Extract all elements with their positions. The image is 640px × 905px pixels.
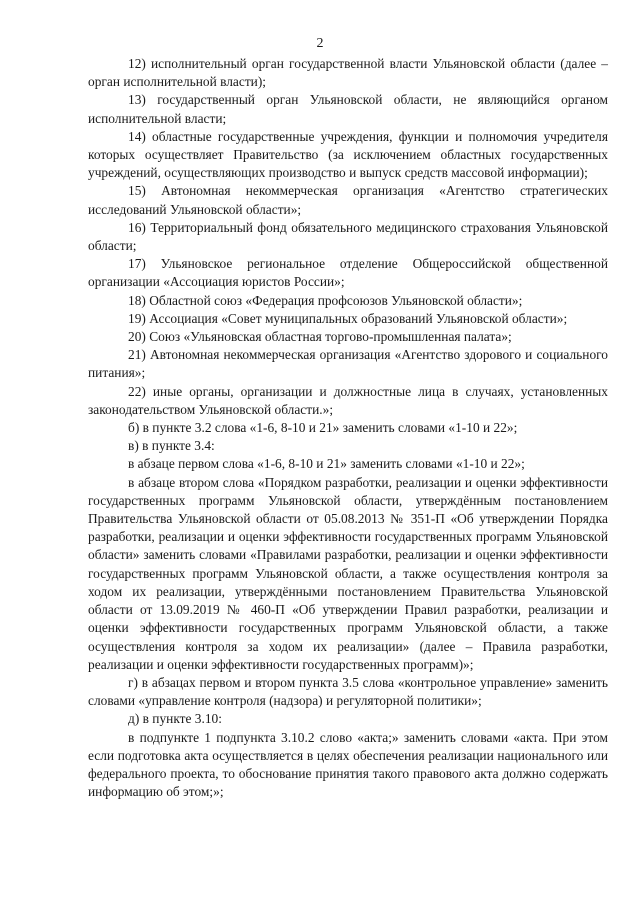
amendment-d: д) в пункте 3.10: xyxy=(128,711,222,727)
paragraph-item-17: 17) Ульяновское региональное отделение Общероссийской общественной организации «Ассоциация юристов России»; xyxy=(88,256,608,290)
paragraph-item-21: 21) Автономная некоммерческая организация «Агентство здорового и социального питания»; xyxy=(88,347,608,381)
paragraph-item-18: 18) Областной союз «Федерация профсоюзов Ульяновской области»; xyxy=(128,292,523,308)
paragraph-item-12: 12) исполнительный орган государственной власти Ульяновской области (далее – орган исполнительной власти); xyxy=(88,56,608,90)
paragraph-item-19: 19) Ассоциация «Совет муниципальных образований Ульяновской области»; xyxy=(128,310,568,326)
amendment-g: г) в абзацах первом и втором пункта 3.5 слова «контрольное управление» заменить словами «управление контроля (надзора) и регуляторной политики»; xyxy=(88,674,608,709)
amendment-b: б) в пункте 3.2 слова «1-6, 8-10 и 21» заменить словами «1-10 и 22»; xyxy=(128,420,518,436)
paragraph-item-15: 15) Автономная некоммерческая организация «Агентство стратегических исследований Ульяновской области»; xyxy=(88,183,608,217)
document-body xyxy=(88,55,608,801)
paragraph-item-16: 16) Территориальный фонд обязательного медицинского страхования Ульяновской области; xyxy=(88,219,608,254)
amendment-d-subparagraph: в подпункте 1 подпункта 3.10.2 слово «акта;» заменить словами «акта. При этом если подготовка акта осуществляется в целях обеспечения реализации национального или федерального проекта, то обоснование принятия такого правового акта должно содержать информацию об этом;»; xyxy=(88,729,608,800)
amendment-v: в) в пункте 3.4: xyxy=(128,438,215,454)
paragraph-item-13: 13) государственный орган Ульяновской области, не являющийся органом исполнительной власти; xyxy=(88,92,608,126)
amendment-v-paragraph-2: в абзаце втором слова «Порядком разработки, реализации и оценки эффективности государственных программ Ульяновской области, утверждённым постановлением Правительства Ульяновской области от 05.08.2013 № 351-П «Об утверждении Порядка разработки, реализации и оценки эффективности государственных программ Ульяновской области» заменить словами «Правилами разработки, реализации и оценки эффективности государственных программ Ульяновской области, а также осуществления контроля за ходом их реализации, утверждёнными постановлением Правительства Ульяновской области от 13.09.2019 № 460-П «Об утверждении Правил разработки, реализации и оценки эффективности государственных программ Ульяновской области, а также осуществления контроля за ходом их реализации» (далее – Правила разработки, реализации и оценки эффективности государственных программ)»; xyxy=(88,474,608,672)
paragraph-item-22: 22) иные органы, организации и должностные лица в случаях, установленных законодательством Ульяновской области.»; xyxy=(88,383,608,417)
amendment-v-paragraph-1: в абзаце первом слова «1-6, 8-10 и 21» заменить словами «1-10 и 22»; xyxy=(128,456,525,472)
page-number: 2 xyxy=(316,36,324,51)
paragraph-item-14: 14) областные государственные учреждения, функции и полномочия учредителя которых осуществляет Правительство (за исключением областных государственных учреждений, осуществляющих производство и выпуск средств массовой информации); xyxy=(88,128,608,181)
paragraph-item-20: 20) Союз «Ульяновская областная торгово-промышленная палата»; xyxy=(128,329,512,345)
